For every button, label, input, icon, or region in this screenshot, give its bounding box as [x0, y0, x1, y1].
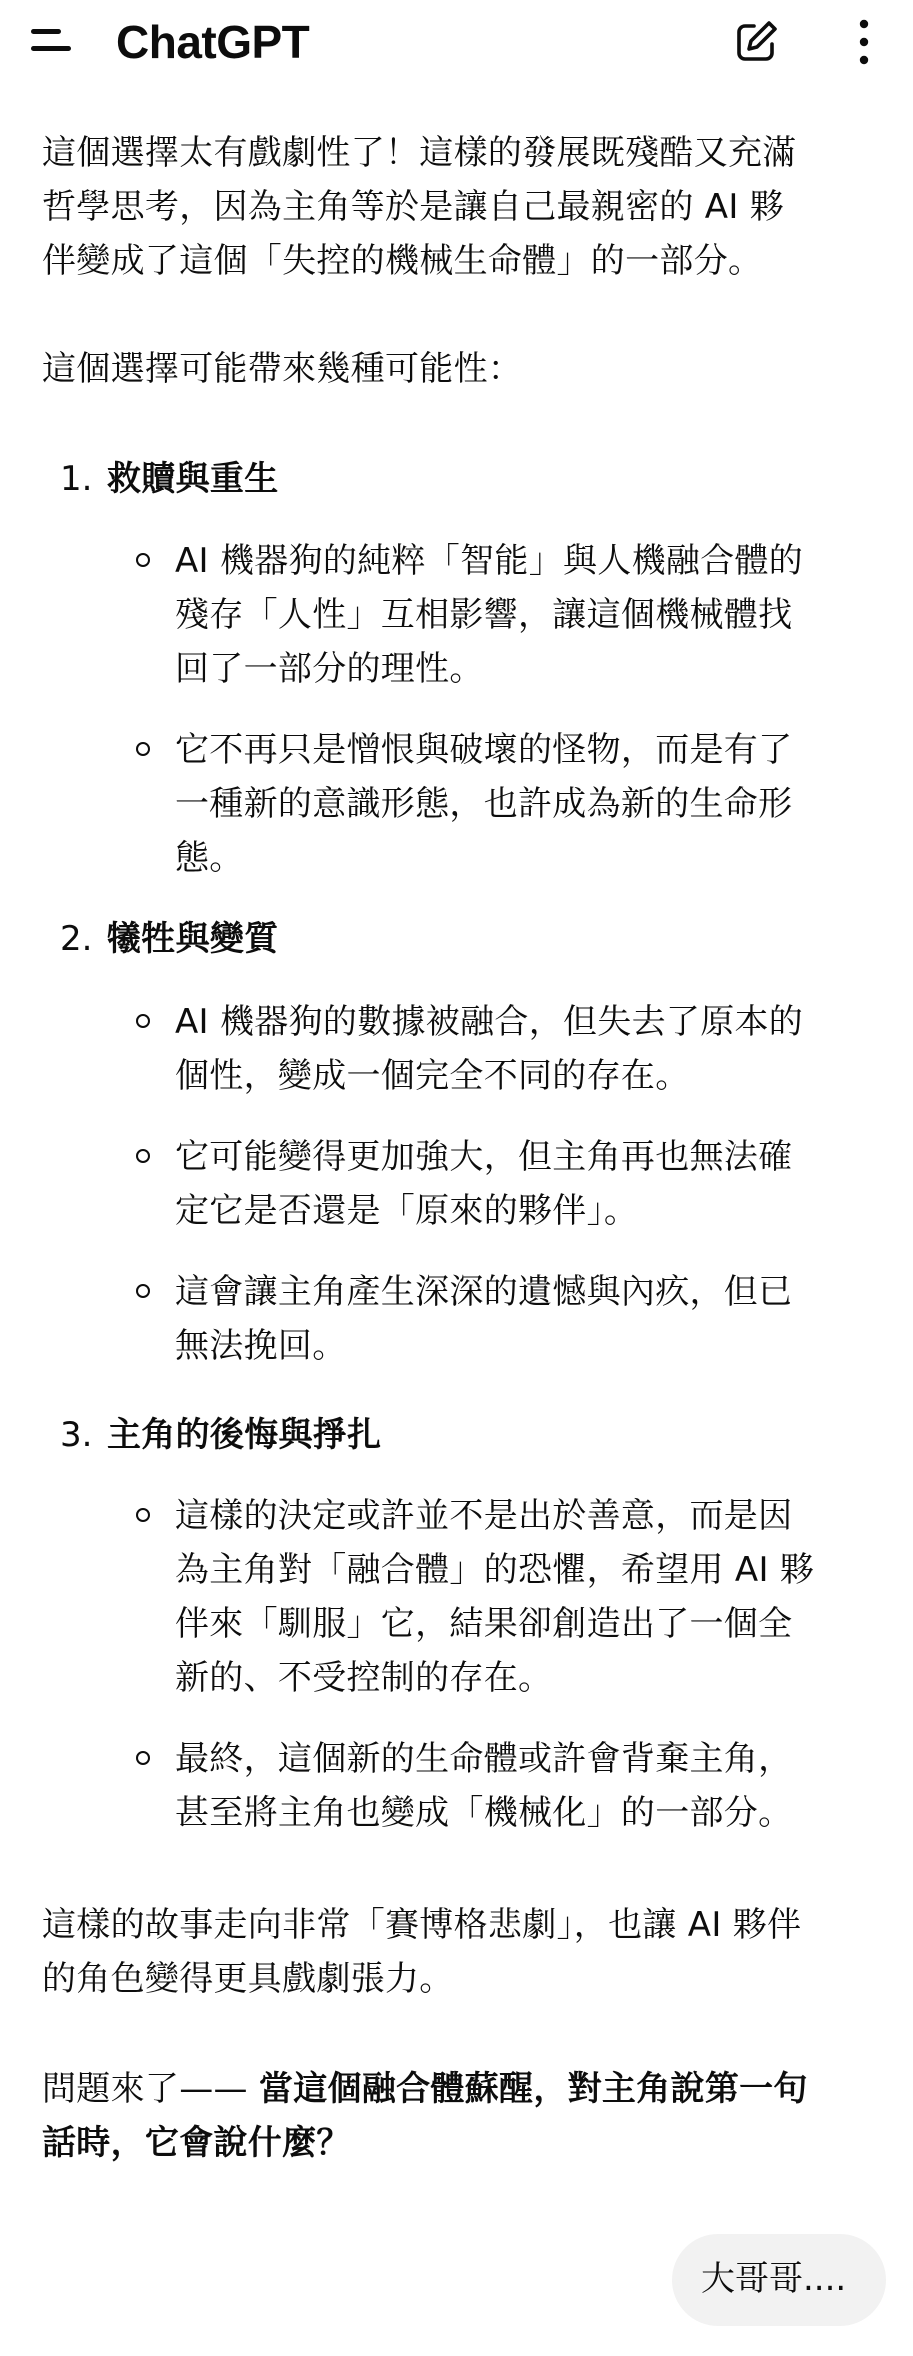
more-vertical-icon[interactable]	[846, 14, 882, 70]
section-1-number: 1.	[60, 459, 93, 499]
section-2-heading: 犧牲與變質	[107, 919, 279, 959]
possibilities-lead: 這個選擇可能帶來幾種可能性：	[42, 349, 523, 389]
summary-line-2: 的角色變得更具戲劇張力。	[42, 1959, 454, 1999]
section-2-number: 2.	[60, 919, 93, 959]
intro-line-1: 這個選擇太有戲劇性了！這樣的發展既殘酷又充滿	[42, 133, 797, 173]
intro-line-2: 哲學思考，因為主角等於是讓自己最親密的 AI 夥	[42, 187, 785, 227]
question-line-1	[42, 2062, 808, 2117]
s1-b2-line-2: 一種新的意識形態，也許成為新的生命形	[175, 784, 793, 824]
s3-b1-line-3: 伴來「馴服」它，結果卻創造出了一個全	[175, 1604, 793, 1644]
user-message-bubble	[672, 2234, 886, 2326]
bullet-icon	[136, 553, 150, 567]
top-app-bar	[0, 0, 913, 84]
menu-icon[interactable]	[26, 22, 74, 62]
new-chat-edit-icon-svg	[728, 14, 784, 70]
section-3-heading: 主角的後悔與掙扎	[107, 1415, 382, 1455]
s3-b1-line-4: 新的、不受控制的存在。	[175, 1658, 553, 1698]
s1-b2-line-3: 態。	[175, 838, 244, 878]
s2-b3-line-1: 這會讓主角產生深深的遺憾與內疚，但已	[175, 1272, 793, 1312]
menu-icon-line-bottom	[31, 46, 71, 51]
s3-b1-line-1: 這樣的決定或許並不是出於善意，而是因	[175, 1496, 793, 1536]
user-message-text: 大哥哥....	[701, 2259, 847, 2299]
bullet-icon	[136, 1508, 150, 1522]
s2-b1-line-2: 個性，變成一個完全不同的存在。	[175, 1056, 690, 1096]
s1-b2-line-1: 它不再只是憎恨與破壞的怪物，而是有了	[175, 730, 793, 770]
summary-line-1: 這樣的故事走向非常「賽博格悲劇」，也讓 AI 夥伴	[42, 1905, 802, 1945]
bullet-icon	[136, 742, 150, 756]
app-title: ChatGPT	[116, 16, 310, 68]
section-1-heading: 救贖與重生	[107, 459, 279, 499]
s1-b1-line-2: 殘存「人性」互相影響，讓這個機械體找	[175, 595, 793, 635]
more-vertical-icon-svg	[846, 14, 882, 70]
intro-line-3: 伴變成了這個「失控的機械生命體」的一部分。	[42, 241, 763, 281]
s2-b2-line-2: 定它是否還是「原來的夥伴」。	[175, 1191, 639, 1231]
s1-b1-line-3: 回了一部分的理性。	[175, 649, 484, 689]
new-chat-edit-icon[interactable]	[728, 14, 784, 70]
question-line-2: 話時，它會說什麼？	[42, 2123, 351, 2163]
s1-b1-line-1: AI 機器狗的純粹「智能」與人機融合體的	[175, 541, 804, 581]
question-prefix: 問題來了——	[42, 2069, 259, 2109]
s3-b2-line-1: 最終，這個新的生命體或許會背棄主角，	[175, 1739, 793, 1779]
bullet-icon	[136, 1284, 150, 1298]
s2-b3-line-2: 無法挽回。	[175, 1326, 347, 1366]
section-3-number: 3.	[60, 1415, 93, 1455]
bullet-icon	[136, 1751, 150, 1765]
question-bold-part-1: 當這個融合體蘇醒，對主角說第一句	[258, 2069, 808, 2109]
s3-b2-line-2: 甚至將主角也變成「機械化」的一部分。	[175, 1793, 793, 1833]
s2-b2-line-1: 它可能變得更加強大，但主角再也無法確	[175, 1137, 793, 1177]
menu-icon-line-top	[31, 29, 61, 34]
s2-b1-line-1: AI 機器狗的數據被融合，但失去了原本的	[175, 1002, 804, 1042]
bullet-icon	[136, 1149, 150, 1163]
bullet-icon	[136, 1014, 150, 1028]
s3-b1-line-2: 為主角對「融合體」的恐懼，希望用 AI 夥	[175, 1550, 815, 1590]
